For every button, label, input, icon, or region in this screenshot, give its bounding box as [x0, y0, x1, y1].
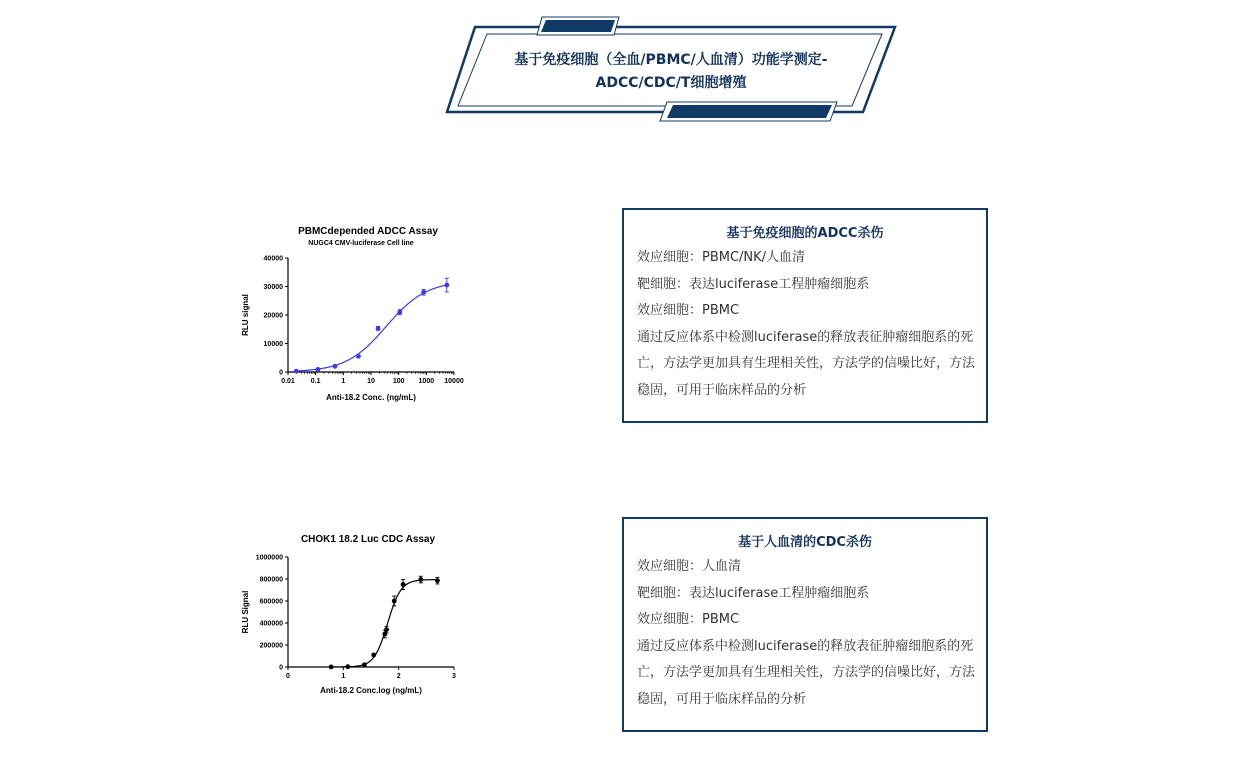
- cdc-info-card: [622, 517, 988, 732]
- data-point: [392, 599, 397, 604]
- data-point: [329, 664, 334, 669]
- y-tick-label: 200000: [259, 642, 283, 650]
- y-tick-label: 0: [279, 664, 283, 672]
- fit-curve: [296, 285, 446, 371]
- data-point: [421, 290, 426, 295]
- y-axis-label: RLU Signal: [241, 590, 250, 634]
- cdc-chart-svg: [236, 528, 476, 703]
- adcc-chart: [236, 218, 476, 412]
- card-line-effector: 效应细胞：人血清: [637, 559, 742, 574]
- banner-title-line2: ADCC/CDC/T细胞增殖: [595, 75, 747, 91]
- y-tick-label: 40000: [263, 255, 283, 263]
- card-title: 基于人血清的CDC杀伤: [738, 535, 872, 550]
- card-line-description: 通过反应体系中检测luciferase的释放表征肿瘤细胞系的死亡，方法学更加具有生理相关性，方法学的信噪比好，方法稳固，可用于临床样品的分析: [637, 329, 976, 398]
- data-point: [294, 369, 299, 374]
- data-point: [315, 367, 320, 372]
- card-line-effector-2: 效应细胞：PBMC: [637, 303, 740, 318]
- chart-subtitle: NUGC4 CMV-luciferase Cell line: [308, 240, 414, 247]
- card-line-effector-2: 效应细胞：PBMC: [637, 612, 740, 627]
- data-point: [418, 577, 423, 582]
- card-line-target: 靶细胞：表达luciferase工程肿瘤细胞系: [637, 276, 870, 292]
- card-line-target: 靶细胞：表达luciferase工程肿瘤细胞系: [637, 585, 870, 601]
- y-tick-label: 20000: [263, 312, 283, 320]
- fit-curve: [331, 580, 437, 667]
- data-point: [376, 326, 381, 331]
- data-point: [397, 310, 402, 315]
- x-tick-label: 2: [396, 673, 401, 680]
- banner-title-line1: 基于免疫细胞（全血/PBMC/人血清）功能学测定-: [514, 52, 828, 68]
- y-axis-label: RLU signal: [241, 294, 250, 336]
- y-tick-label: 800000: [259, 576, 283, 584]
- header-banner: [445, 14, 897, 124]
- data-point: [333, 364, 338, 369]
- x-tick-label: 10: [367, 378, 375, 385]
- data-point: [345, 664, 350, 669]
- x-tick-label: 1000: [418, 378, 435, 385]
- x-axis-label: Anti-18.2 Conc. (ng/mL): [326, 393, 416, 402]
- banner-title: [485, 49, 857, 95]
- x-tick-label: 10000: [444, 378, 464, 385]
- y-tick-label: 600000: [259, 598, 283, 606]
- x-tick-label: 3: [452, 673, 456, 680]
- card-line-description: 通过反应体系中检测luciferase的释放表征肿瘤细胞系的死亡，方法学更加具有生理相关性，方法学的信噪比好，方法稳固，可用于临床样品的分析: [637, 638, 976, 707]
- card-title: 基于免疫细胞的ADCC杀伤: [726, 226, 884, 241]
- chart-title: PBMCdepended ADCC Assay: [298, 226, 438, 237]
- x-tick-label: 1: [341, 673, 346, 680]
- y-tick-label: 0: [279, 369, 283, 377]
- y-tick-label: 10000: [263, 341, 283, 348]
- x-axis-label: Anti-18.2 Conc.log (ng/mL): [320, 686, 422, 695]
- y-tick-label: 30000: [263, 284, 283, 291]
- data-point: [444, 283, 449, 288]
- y-tick-label: 1000000: [255, 554, 283, 562]
- data-point: [435, 578, 440, 583]
- x-tick-label: 0.1: [310, 378, 321, 385]
- x-tick-label: 1: [341, 378, 346, 385]
- chart-title: CHOK1 18.2 Luc CDC Assay: [300, 534, 436, 545]
- data-point: [356, 354, 361, 359]
- data-point: [362, 662, 367, 667]
- data-point: [384, 627, 389, 632]
- card-line-effector: 效应细胞：PBMC/NK/人血清: [637, 250, 806, 265]
- x-tick-label: 0.01: [281, 378, 295, 385]
- cdc-chart: [236, 528, 476, 707]
- data-point: [371, 653, 376, 658]
- y-tick-label: 400000: [259, 620, 283, 628]
- data-point: [401, 582, 406, 587]
- adcc-info-card: [622, 208, 988, 423]
- adcc-chart-svg: [236, 218, 476, 408]
- x-tick-label: 0: [286, 673, 290, 680]
- x-tick-label: 100: [392, 378, 405, 385]
